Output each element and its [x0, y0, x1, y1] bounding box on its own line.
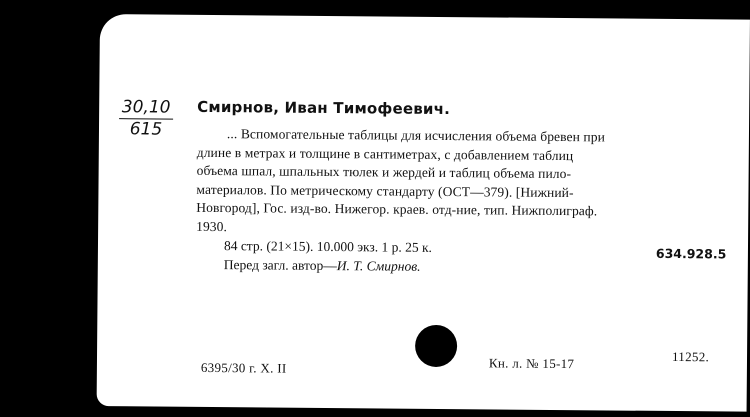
book-chamber-number: Кн. л. № 15-17: [488, 355, 575, 372]
classification-number: 634.928.5: [655, 245, 727, 262]
shelfmark: [119, 98, 173, 139]
catalog-card: [97, 14, 750, 412]
author-note-prefix: Перед загл. автор—: [223, 257, 337, 274]
description-line: ... Вспомогательные таблицы для исчисления объема бревен при: [226, 126, 606, 145]
shelfmark-denominator: 615: [129, 119, 163, 140]
bibliographic-description: [196, 125, 717, 241]
card-number: 11252.: [671, 349, 710, 365]
author-note-name: И. Т. Смирнов.: [336, 258, 421, 274]
author-note: [224, 257, 421, 275]
scan-black-border: [0, 0, 100, 417]
description-line: объема шпал, шпальных тюлек и жердей и таблиц объема пило-: [196, 162, 572, 182]
description-line: 1930.: [196, 218, 228, 234]
description-line: Новгород], Гос. изд-во. Нижегор. краев. отд-ние, тип. Нижполиграф.: [196, 199, 598, 219]
collation: 84 стр. (21×15). 10.000 экз. 1 р. 25 к.: [223, 238, 433, 255]
order-number: 6395/30 г. X. II: [200, 359, 287, 376]
description-line: длине в метрах и толщине в сантиметрах, с добавлением таблиц: [196, 144, 574, 163]
author-heading: Смирнов, Иван Тимофеевич.: [197, 97, 451, 119]
description-line: материалов. По метрическому стандарту (ОСТ—379). [Нижний-: [196, 181, 574, 200]
punch-hole: [415, 325, 457, 367]
shelfmark-numerator: 30,10: [119, 98, 173, 119]
